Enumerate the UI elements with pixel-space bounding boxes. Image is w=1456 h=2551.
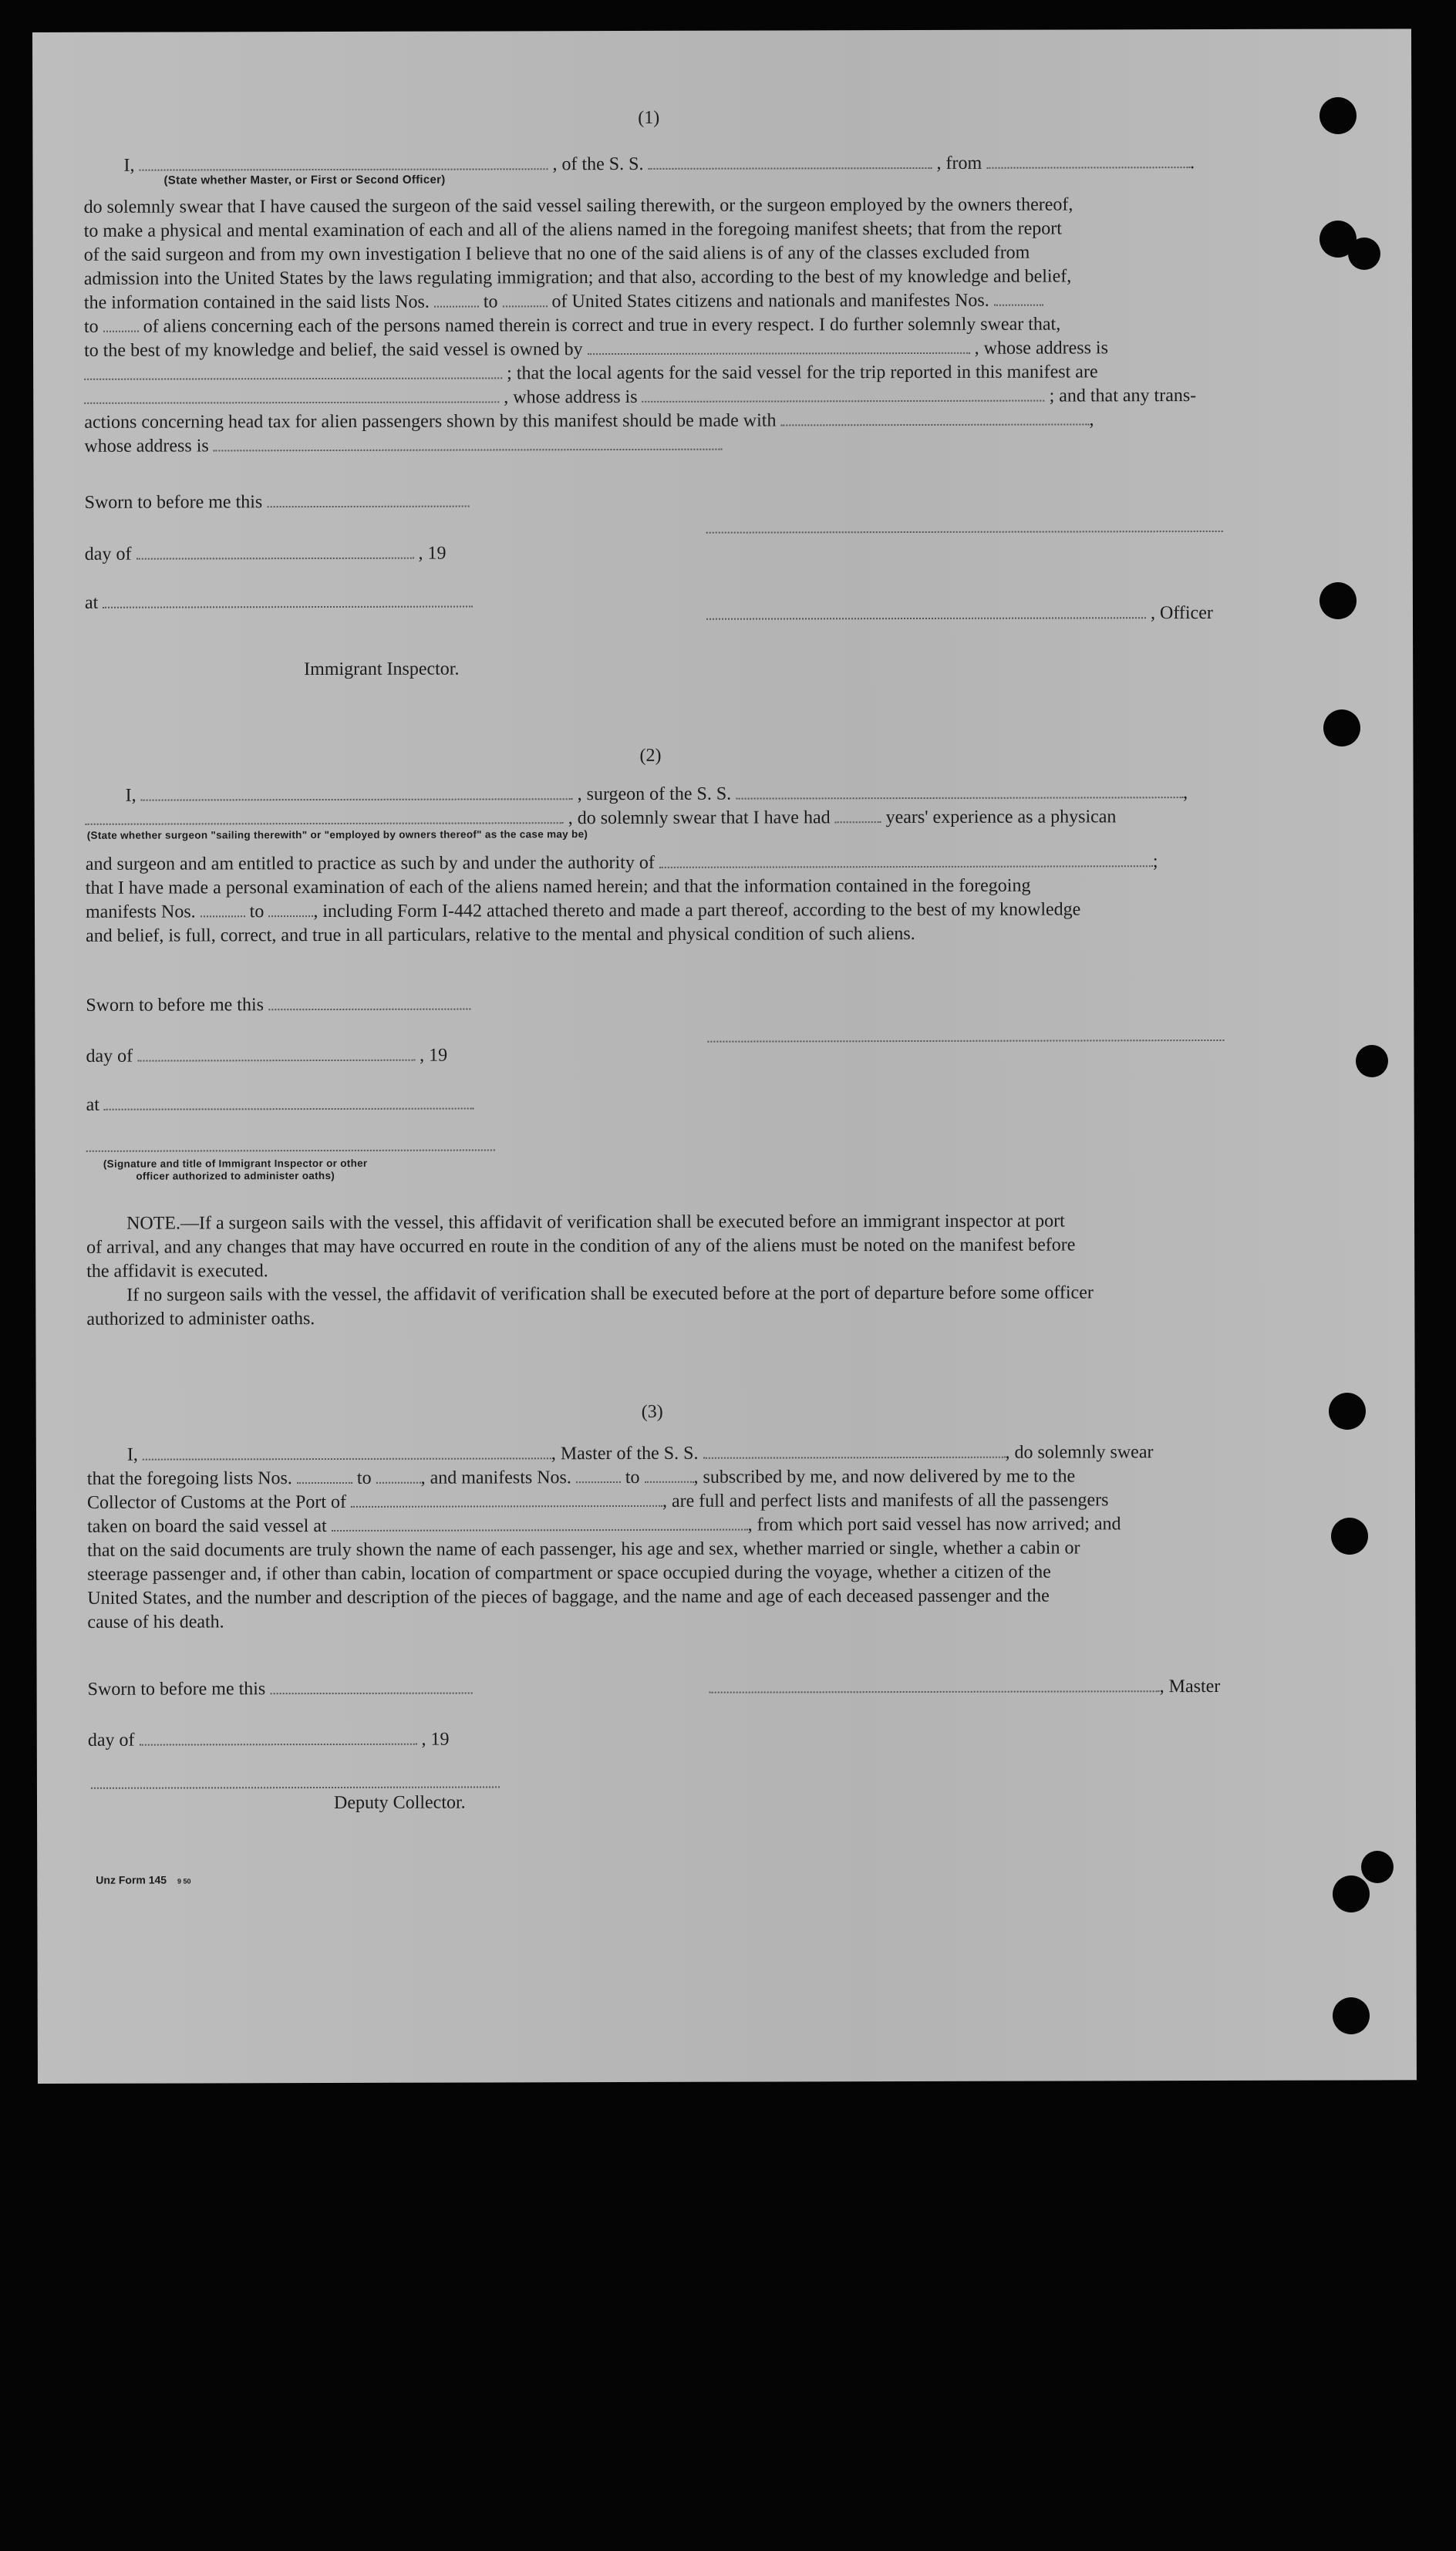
head-tax-field[interactable] xyxy=(780,408,1089,426)
owned-label: to the best of my knowledge and belief, the said vessel is owned by xyxy=(84,339,583,361)
officer-name-field[interactable] xyxy=(139,153,548,170)
master-signature-field[interactable] xyxy=(709,1675,1160,1693)
signature-note: officer authorized to administer oaths) xyxy=(136,1169,335,1182)
officer-label: , Officer xyxy=(1150,602,1213,624)
of-ss-label: , of the S. S. xyxy=(552,153,644,175)
day-of-field[interactable] xyxy=(136,542,413,560)
master-of-ss-label: , Master of the S. S. xyxy=(551,1443,699,1464)
manifests-from-field[interactable] xyxy=(994,289,1043,306)
surgeon-note: (State whether surgeon "sailing therewith" or "employed by owners thereof" as the case may be) xyxy=(86,828,588,841)
note-line: of arrival, and any changes that may have occurred en route in the condition of any of the aliens must be noted on the manifest before xyxy=(86,1235,1076,1258)
master-label: , Master xyxy=(1159,1676,1221,1697)
owner-address-label: , whose address is xyxy=(974,338,1108,359)
authority-field[interactable] xyxy=(659,850,1153,868)
form-code: 9 50 xyxy=(177,1877,191,1885)
s2-manifests-to-field[interactable] xyxy=(268,900,313,917)
section-1-number: (1) xyxy=(638,107,660,128)
from-port-field[interactable] xyxy=(986,151,1190,169)
punch-hole xyxy=(1331,1518,1368,1555)
section-3-i: I, xyxy=(126,1444,138,1465)
s3-lists-from-field[interactable] xyxy=(297,1467,352,1484)
s1-body-line: admission into the United States by the laws regulating immigration; and that also, according to the best of my knowledge and belief, xyxy=(83,266,1072,289)
manifests-to-field[interactable] xyxy=(103,315,139,332)
officer-signature-field[interactable] xyxy=(706,602,1146,619)
year-label: , 19 xyxy=(418,543,447,564)
surgeon-status-field[interactable] xyxy=(86,807,564,825)
year-label: , 19 xyxy=(420,1045,448,1066)
deputy-collector-label: Deputy Collector. xyxy=(333,1792,466,1813)
sworn-label: Sworn to before me this xyxy=(84,492,263,513)
to-label: to xyxy=(83,316,99,337)
form-number: Unz Form 145 xyxy=(96,1873,167,1886)
boarding-port-field[interactable] xyxy=(332,1514,748,1532)
form-page xyxy=(32,29,1417,2084)
agents-address-label: , whose address is xyxy=(504,386,638,408)
sworn-date-field[interactable] xyxy=(267,490,469,508)
comma: , xyxy=(1089,409,1094,430)
years-label: years' experience as a physican xyxy=(885,807,1117,828)
punch-hole xyxy=(1320,97,1357,134)
owner-address-field[interactable] xyxy=(84,362,502,379)
punch-hole xyxy=(1348,238,1380,270)
s3-lists-to-field[interactable] xyxy=(376,1467,421,1484)
punch-hole xyxy=(1333,1997,1370,2034)
s1-body-line: to make a physical and mental examination of each and all of the aliens named in the foregoing manifest sheets; that from the report xyxy=(83,218,1062,241)
immigrant-inspector-label: Immigrant Inspector. xyxy=(304,659,460,680)
lists-from-field[interactable] xyxy=(434,290,479,307)
s3-vessel-field[interactable] xyxy=(703,1441,1005,1459)
manifests-label: manifests Nos. xyxy=(85,901,196,922)
to-label: to xyxy=(249,901,265,922)
punch-hole xyxy=(1320,582,1357,619)
s1-body-line: of the said surgeon and from my own investigation I believe that no one of the said aliens is of any of the classes excluded from xyxy=(83,242,1030,265)
punch-hole xyxy=(1356,1045,1388,1077)
agents-field[interactable] xyxy=(84,386,499,403)
s2-day-of-field[interactable] xyxy=(137,1044,415,1062)
port-field[interactable] xyxy=(351,1490,662,1508)
s2-body-line: and belief, is full, correct, and true in all particulars, relative to the mental and physical condition of such aliens. xyxy=(86,924,915,946)
surgeon-name-field[interactable] xyxy=(141,783,573,800)
semicolon: ; xyxy=(1152,851,1158,872)
head-tax-address-label: whose address is xyxy=(84,436,209,457)
officer-note: (State whether Master, or First or Second Officer) xyxy=(163,173,446,187)
s3-manifests-to-field[interactable] xyxy=(644,1466,693,1483)
surgeon-of-ss-label: , surgeon of the S. S. xyxy=(577,783,732,805)
s3-body-line: that on the said documents are truly shown the name of each passenger, his age and sex, whether married or single, whether a cabin or xyxy=(87,1538,1080,1561)
s3-day-of-field[interactable] xyxy=(139,1728,416,1746)
form-i442-label: , including Form I-442 attached thereto and made a part thereof, according to the best of my knowledge xyxy=(313,899,1081,922)
day-of-label: day of xyxy=(84,544,132,564)
from-label: , from xyxy=(936,153,982,174)
signature-line[interactable] xyxy=(706,531,1223,534)
transactions-label: ; and that any trans- xyxy=(1049,386,1197,406)
section-2-number: (2) xyxy=(639,745,662,766)
aliens-label: of aliens concerning each of the persons named therein is correct and true in every respect. I do further solemnly swear that, xyxy=(143,314,1061,337)
note-line: authorized to administer oaths. xyxy=(86,1309,315,1329)
s3-manifests-label: , and manifests Nos. xyxy=(420,1468,571,1488)
inspector-signature-line[interactable] xyxy=(86,1149,495,1151)
s1-body-line: do solemnly swear that I have caused the surgeon of the said vessel sailing therewith, or the surgeon employed by the owners thereof, xyxy=(83,194,1073,217)
s3-body-line: cause of his death. xyxy=(87,1612,224,1633)
info-label: the information contained in the said lists Nos. xyxy=(83,291,430,313)
s3-manifests-from-field[interactable] xyxy=(576,1466,621,1483)
s2-at-field[interactable] xyxy=(104,1093,474,1110)
head-tax-label: actions concerning head tax for alien passengers shown by this manifest should be made with xyxy=(84,410,777,433)
years-field[interactable] xyxy=(835,806,881,823)
to-label: to xyxy=(483,291,498,312)
agents-label: ; that the local agents for the said vessel for the trip reported in this manifest are xyxy=(507,362,1098,384)
sworn-label: Sworn to before me this xyxy=(86,995,264,1016)
master-name-field[interactable] xyxy=(143,1442,551,1460)
punch-hole xyxy=(1329,1393,1366,1430)
lists-label: that the foregoing lists Nos. xyxy=(86,1468,292,1489)
to-label: to xyxy=(356,1468,372,1488)
s2-body-line: that I have made a personal examination of each of the aliens named herein; and that the information contained in the foregoing xyxy=(85,875,1031,898)
year-label: , 19 xyxy=(421,1729,450,1750)
s2-manifests-from-field[interactable] xyxy=(201,900,245,917)
signature-note: (Signature and title of Immigrant Inspector or other xyxy=(103,1157,368,1170)
punch-hole xyxy=(1361,1851,1394,1883)
section-1-i: I, xyxy=(123,155,135,176)
to-label: to xyxy=(625,1467,640,1488)
comma: , xyxy=(1183,783,1188,804)
s3-sworn-date-field[interactable] xyxy=(270,1677,472,1695)
swear-label: , do solemnly swear that I have had xyxy=(568,807,831,829)
note-line: If no surgeon sails with the vessel, the affidavit of verification shall be executed before at the port of departure before some officer xyxy=(126,1282,1094,1306)
subscribed-label: , subscribed by me, and now delivered by me to the xyxy=(693,1466,1076,1488)
sworn-label: Sworn to before me this xyxy=(87,1679,266,1700)
s3-body-line: steerage passenger and, if other than cabin, location of compartment or space occupied during the voyage, whether a citizen of the xyxy=(87,1562,1051,1585)
section-3-number: (3) xyxy=(641,1401,663,1422)
note-line: the affidavit is executed. xyxy=(86,1261,268,1282)
full-lists-label: , are full and perfect lists and manifests of all the passengers xyxy=(662,1490,1109,1511)
s3-swear-label: , do solemnly swear xyxy=(1005,1442,1154,1463)
taken-on-board-label: taken on board the said vessel at xyxy=(87,1516,327,1537)
day-of-label: day of xyxy=(86,1046,133,1067)
vessel-name-field[interactable] xyxy=(648,152,932,170)
note-line: NOTE.—If a surgeon sails with the vessel, this affidavit of verification shall be executed before an immigrant inspector at port xyxy=(126,1211,1065,1234)
collector-signature-line[interactable] xyxy=(91,1786,500,1788)
period: . xyxy=(1190,153,1195,174)
at-label: at xyxy=(86,1094,100,1115)
punch-hole xyxy=(1333,1875,1370,1912)
arrived-label: , from which port said vessel has now arrived; and xyxy=(747,1514,1121,1535)
lists-to-field[interactable] xyxy=(502,290,547,307)
punch-hole xyxy=(1323,709,1360,746)
s2-sworn-date-field[interactable] xyxy=(268,993,470,1011)
authority-label: and surgeon and am entitled to practice as such by and under the authority of xyxy=(85,852,655,874)
at-label: at xyxy=(84,592,99,613)
head-tax-address-field[interactable] xyxy=(214,433,723,452)
at-field[interactable] xyxy=(103,591,473,608)
s2-signature-line[interactable] xyxy=(707,1040,1224,1043)
agents-address-field[interactable] xyxy=(642,385,1045,403)
s2-vessel-field[interactable] xyxy=(736,781,1183,800)
citizens-label: of United States citizens and nationals and manifestes Nos. xyxy=(551,290,989,312)
section-2-i: I, xyxy=(125,785,136,806)
s3-body-line: United States, and the number and description of the pieces of baggage, and the name and age of each deceased passenger and the xyxy=(87,1586,1050,1609)
owner-field[interactable] xyxy=(588,337,970,355)
day-of-label: day of xyxy=(87,1730,135,1751)
port-label: Collector of Customs at the Port of xyxy=(86,1491,346,1513)
